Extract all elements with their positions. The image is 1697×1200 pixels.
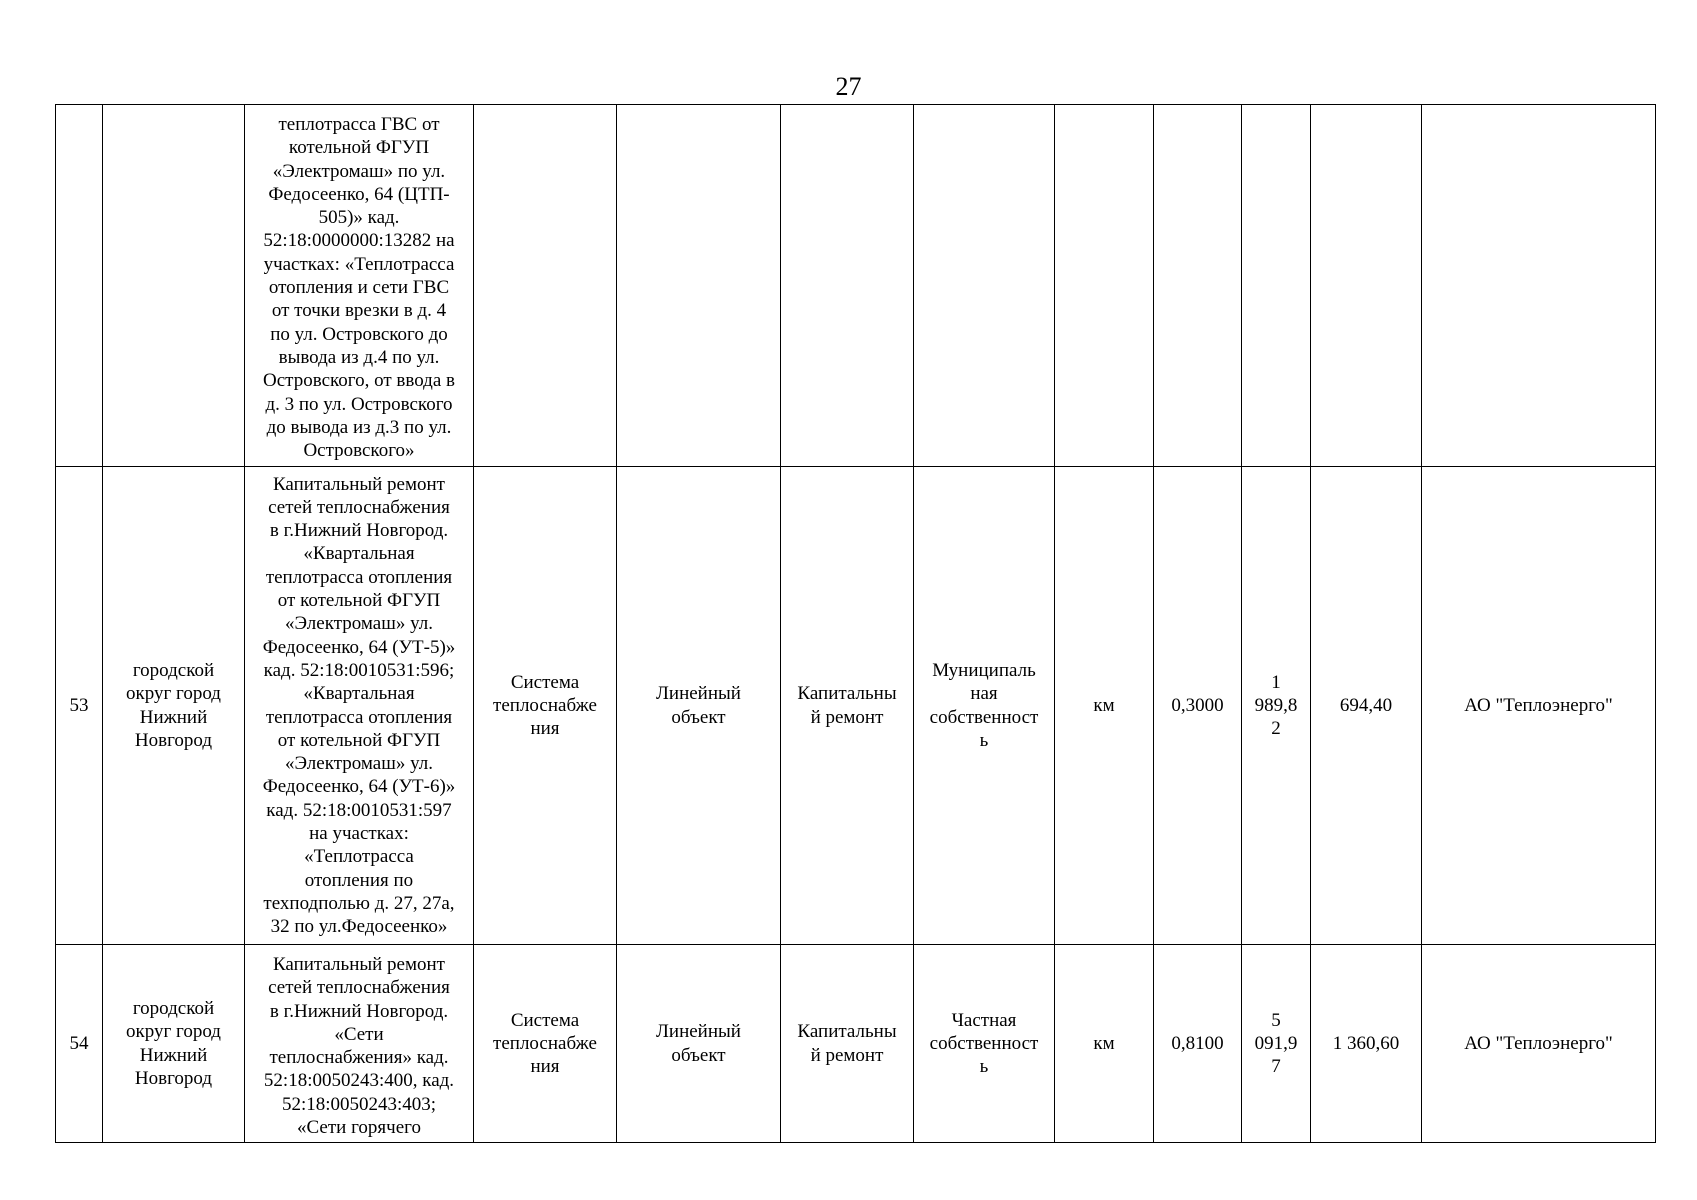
ownership-cell [914, 105, 1055, 467]
cost-cell: 1 989,8 2 [1242, 467, 1311, 945]
unit-cell [1055, 105, 1154, 467]
length-cell: 0,8100 [1154, 945, 1242, 1143]
territory-cell: городской округ город Нижний Новгород [103, 945, 245, 1143]
unit-cell: км [1055, 467, 1154, 945]
object-type-cell: Линейный объект [617, 945, 781, 1143]
table-row [56, 945, 1656, 1143]
cost-cell [1311, 105, 1422, 467]
row-number: 53 [56, 467, 103, 945]
page-number: 27 [835, 72, 862, 101]
operator-cell: АО "Теплоэнерго" [1422, 467, 1656, 945]
system-cell: Система теплоснабже ния [474, 467, 617, 945]
system-cell [474, 105, 617, 467]
description-cell: Капитальный ремонт сетей теплоснабжения в г.Нижний Новгород. «Квартальная теплотрасса отопления от котельной ФГУП «Электромаш» ул. Федосеенко, 64 (УТ-5)» кад. 52:18:0010531:596; «Квартальная теплотрасса отопления от котельной ФГУП «Электромаш» ул. Федосеенко, 64 (УТ-6)» кад. 52:18:0010531:597 на участках: «Теплотрасса отопления по техподполью д. 27, 27а, 32 по ул.Федосеенко» [245, 467, 474, 945]
system-cell: Система теплоснабже ния [474, 945, 617, 1143]
object-type-cell [617, 105, 781, 467]
cost-cell: 5 091,9 7 [1242, 945, 1311, 1143]
cost-cell [1242, 105, 1311, 467]
unit-cell: км [1055, 945, 1154, 1143]
table-row [56, 105, 1656, 467]
cost-cell: 694,40 [1311, 467, 1422, 945]
works-table [55, 104, 1656, 1143]
description-cell: теплотрасса ГВС от котельной ФГУП «Электромаш» по ул. Федосеенко, 64 (ЦТП- 505)» кад. 52:18:0000000:13282 на участках: «Теплотрасса отопления и сети ГВС от точки врезки в д. 4 по ул. Островского до вывода из д.4 по ул. Островского, от ввода в д. 3 по ул. Островского до вывода из д.3 по ул. Островского» [245, 105, 474, 467]
operator-cell [1422, 105, 1656, 467]
row-number [56, 105, 103, 467]
operator-cell: АО "Теплоэнерго" [1422, 945, 1656, 1143]
length-cell: 0,3000 [1154, 467, 1242, 945]
work-type-cell [781, 105, 914, 467]
ownership-cell: Муниципаль ная собственност ь [914, 467, 1055, 945]
description-cell: Капитальный ремонт сетей теплоснабжения в г.Нижний Новгород. «Сети теплоснабжения» кад. 52:18:0050243:400, кад. 52:18:0050243:403; «Сети горячего [245, 945, 474, 1143]
object-type-cell: Линейный объект [617, 467, 781, 945]
territory-cell [103, 105, 245, 467]
table-row [56, 467, 1656, 945]
length-cell [1154, 105, 1242, 467]
cost-cell: 1 360,60 [1311, 945, 1422, 1143]
row-number: 54 [56, 945, 103, 1143]
work-type-cell: Капитальны й ремонт [781, 945, 914, 1143]
work-type-cell: Капитальны й ремонт [781, 467, 914, 945]
territory-cell: городской округ город Нижний Новгород [103, 467, 245, 945]
ownership-cell: Частная собственност ь [914, 945, 1055, 1143]
